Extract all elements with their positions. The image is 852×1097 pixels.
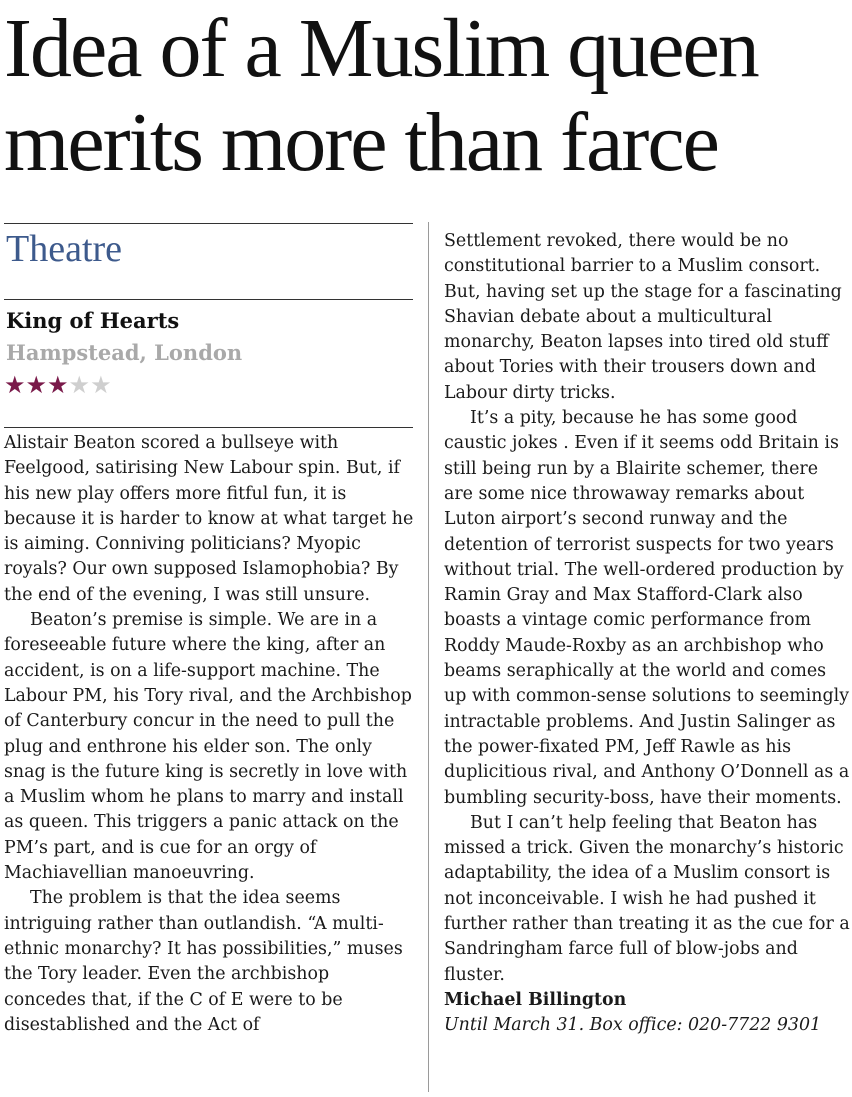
column-divider — [428, 222, 429, 1092]
section-bottom-rule — [4, 299, 413, 300]
article-column-right — [444, 229, 850, 1039]
paragraph-5: But I can’t help feeling that Beaton has missed a trick. Given the monarchy’s historic adaptability, the idea of a Muslim consort is not inconceivable. I wish he had pushed it further rather than treating it as the cue for a Sandringham farce full of blow-jobs and fluster. — [444, 812, 850, 985]
section-label: Theatre — [6, 228, 123, 270]
paragraph-2: Beaton’s premise is simple. We are in a foreseeable future where the king, after an accident, is on a life-support machine. The Labour PM, his Tory rival, and the Archbishop of Canterbury concur in the need to pull the plug and enthrone his elder son. The only snag is the future king is secretly in love with a Muslim whom he plans to marry and install as queen. This triggers a panic attack on the PM’s part, and is cue for an orgy of Machiavellian manoeuvring. — [4, 610, 412, 884]
byline: Michael Billington — [444, 989, 627, 1010]
star-filled-icon: ★ — [25, 371, 48, 399]
paragraph-3-start: The problem is that the idea seems intriguing rather than outlandish. “A multi-ethnic monarchy? It has possibilities,” muses the Tory leader. Even the archbishop concedes that, if the C of E were to be disestablished and the Act of — [4, 888, 403, 1035]
star-rating — [4, 370, 112, 400]
article-column-left — [4, 431, 414, 1038]
headline-line-1: Idea of a Muslim queen — [4, 2, 758, 95]
box-office-info: Until March 31. Box office: 020-7722 9301 — [444, 1015, 822, 1036]
section-top-rule — [4, 223, 413, 224]
star-filled-icon: ★ — [4, 371, 26, 399]
star-empty-icon: ★ — [68, 371, 91, 399]
paragraph-1: Alistair Beaton scored a bullseye with Feelgood, satirising New Labour spin. But, if his new play offers more fitful fun, it is because it is harder to know at what target he is aiming. Conniving politicians? Myopic royals? Our own supposed Islamophobia? By the end of the evening, I was still unsure. — [4, 433, 414, 605]
details-bottom-rule — [4, 427, 413, 428]
paragraph-4: It’s a pity, because he has some good caustic jokes . Even if it seems odd Britain is still being run by a Blairite schemer, there are some nice throwaway remarks about Luton airport’s second runway and the detention of terrorist suspects for two years without trial. The well-ordered production by Ramin Gray and Max Stafford-Clark also boasts a vintage comic performance from Roddy Maude-Roxby as an archbishop who beams seraphically at the world and comes up with common-sense solutions to seemingly intractable problems. And Justin Salinger as the power-fixated PM, Jeff Rawle as his duplicitious rival, and Anthony O’Donnell as a bumbling security-boss, have their moments. — [444, 408, 850, 808]
headline-line-2: merits more than farce — [4, 96, 718, 189]
star-filled-icon: ★ — [47, 371, 69, 399]
paragraph-3-continued: Settlement revoked, there would be no constitutional barrier to a Muslim consort. But, having set up the stage for a fascinating Shavian debate about a multicultural monarchy, Beaton lapses into tired old stuff about Tories with their trousers down and Labour dirty tricks. — [444, 231, 842, 403]
show-title: King of Hearts — [6, 308, 180, 333]
star-empty-icon: ★ — [90, 371, 112, 399]
headline — [4, 2, 850, 190]
venue: Hampstead, London — [6, 340, 243, 365]
